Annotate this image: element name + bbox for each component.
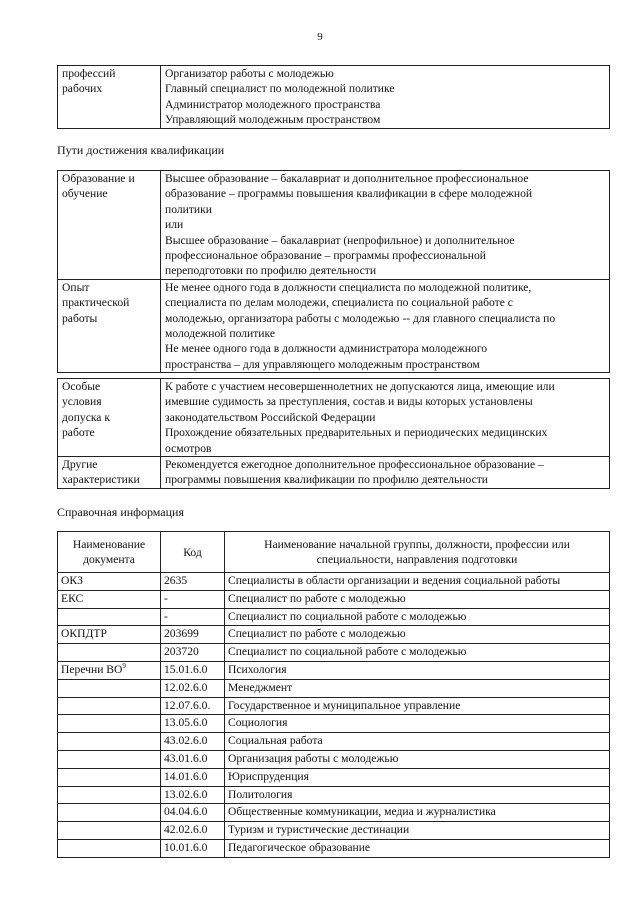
code-cell: 43.02.6.0 [161,733,225,751]
professions-label [58,66,161,129]
education-text [161,171,610,280]
text-line: образование – программы повышения квалификации в сфере молодежной [165,187,533,201]
doc-cell [58,644,161,662]
doc-cell [58,768,161,786]
label-line: Другие [62,458,98,472]
code-cell: 12.02.6.0 [161,679,225,697]
text-line: политики [165,202,212,216]
conditions-table [57,378,610,489]
doc-cell [58,822,161,840]
name-cell: Организация работы с молодежью [225,750,610,768]
table-row [58,839,610,857]
doc-cell [58,608,161,626]
code-cell: - [161,590,225,608]
education-row [58,171,610,280]
code-cell: 2635 [161,573,225,591]
text-line: или [165,218,184,232]
doc-cell [58,750,161,768]
name-cell: Специалист по работе с молодежью [225,626,610,644]
label-line: работе [62,426,95,440]
page-number: 9 [317,31,323,43]
code-cell: 203720 [161,644,225,662]
header-line: Наименование начальной группы, должности, профессии или [264,538,570,551]
table-row [58,768,610,786]
doc-cell [58,804,161,822]
special-conditions-row [58,379,610,457]
table-row [58,804,610,822]
other-characteristics-text [161,457,610,489]
name-cell: Психология [225,661,610,679]
label-line: практической [62,296,130,310]
experience-text [161,279,610,372]
label-line: характеристики [62,473,140,487]
code-cell: 13.05.6.0 [161,715,225,733]
doc-cell: ЕКС [58,590,161,608]
table-row [58,822,610,840]
code-cell: 203699 [161,626,225,644]
code-cell: 13.02.6.0 [161,786,225,804]
table-row [58,590,610,608]
label-line: допуска к [62,410,110,424]
code-cell: 14.01.6.0 [161,768,225,786]
table-row [58,750,610,768]
label-line: рабочих [62,82,103,96]
professions-list [161,66,610,129]
text-line: законодательством Российской Федерации [165,410,376,424]
text-line: К работе с участием несовершеннолетних не допускаются лица, имеющие или [165,380,555,393]
name-cell: Менеджмент [225,679,610,697]
table-row [58,626,610,644]
footnote-mark: 9 [122,662,126,671]
code-cell: 15.01.6.0 [161,661,225,679]
label-line: работы [62,311,98,325]
doc-text: Перечни ВО [61,662,123,676]
reference-heading: Справочная информация [57,505,184,519]
text-line: Прохождение обязательных предварительных и периодических медицинских [165,426,548,440]
name-cell: Социальная работа [225,733,610,751]
text-line: профессиональное образование – программы профессиональной [165,249,486,263]
header-line: документа [83,553,135,566]
text-line: осмотров [165,441,212,455]
header-line: специальности, направления подготовки [316,553,518,566]
text-line: переподготовки по профилю деятельности [165,264,377,278]
other-characteristics-label [58,457,161,489]
doc-cell [58,733,161,751]
table-row [58,786,610,804]
text-line: пространства – для управляющего молодежным пространством [165,357,480,371]
special-conditions-label [58,379,161,457]
text-line: Высшее образование – бакалавриат (непрофильное) и дополнительное [165,233,515,247]
doc-cell [58,697,161,715]
label-line: обучение [62,187,108,201]
name-cell: Общественные коммуникации, медиа и журналистика [225,804,610,822]
name-cell: Специалист по работе с молодежью [225,590,610,608]
code-cell: 12.07.6.0. [161,697,225,715]
special-conditions-text [161,379,610,457]
code-cell: 10.01.6.0 [161,839,225,857]
code-cell: - [161,608,225,626]
name-column-header [225,532,610,573]
text-line: Не менее одного года в должности специалиста по молодежной политике, [165,280,532,294]
professions-row [58,66,610,129]
label-line: профессий [62,67,116,80]
doc-column-header [58,532,161,573]
label-line: условия [62,395,102,409]
experience-label [58,279,161,372]
doc-cell: ОКПДТР [58,626,161,644]
code-cell: 42.02.6.0 [161,822,225,840]
code-cell: 43.01.6.0 [161,750,225,768]
name-cell: Специалист по социальной работе с молодежью [225,644,610,662]
table-row [58,573,610,591]
text-line: молодежной политике [165,327,275,341]
reference-header-row [58,532,610,573]
name-cell: Педагогическое образование [225,839,610,857]
label-line: Образование и [62,172,135,185]
table-row [58,661,610,679]
table-row [58,697,610,715]
text-line: имевшие судимость за преступления, состав и виды которых установлены [165,395,533,409]
doc-cell [58,715,161,733]
header-line: Наименование [72,538,146,551]
name-cell: Юриспруденция [225,768,610,786]
name-cell: Специалист по социальной работе с молодежью [225,608,610,626]
other-characteristics-row [58,457,610,489]
profession-item: Организатор работы с молодежью [165,67,334,80]
text-line: Рекомендуется ежегодное дополнительное профессиональное образование – [165,458,544,472]
text-line: Не менее одного года в должности администратора молодежного [165,342,488,356]
code-cell: 04.04.6.0 [161,804,225,822]
doc-cell: ОКЗ [58,573,161,591]
label-line: Опыт [62,280,90,294]
name-cell: Политология [225,786,610,804]
text-line: программы повышения квалификации по профилю деятельности [165,473,488,487]
doc-cell [58,839,161,857]
name-cell: Туризм и туристические дестинации [225,822,610,840]
doc-cell [58,786,161,804]
name-cell: Государственное и муниципальное управление [225,697,610,715]
table-row [58,644,610,662]
doc-cell [58,679,161,697]
profession-item: Администратор молодежного пространства [165,97,381,111]
profession-item: Управляющий молодежным пространством [165,113,381,127]
doc-cell [58,661,161,679]
name-cell: Специалисты в области организации и ведения социальной работы [225,573,610,591]
qualification-heading: Пути достижения квалификации [57,143,225,157]
table-row [58,679,610,697]
label-line: Особые [62,380,101,393]
experience-row [58,279,610,372]
qualification-table [57,170,610,373]
text-line: Высшее образование – бакалавриат и дополнительное профессиональное [165,172,529,185]
text-line: молодежью, организатора работы с молодежью -- для главного специалиста по [165,311,556,325]
table-row [58,715,610,733]
table-row [58,733,610,751]
reference-table [57,531,610,858]
code-column-header: Код [161,532,225,573]
name-cell: Социология [225,715,610,733]
text-line: специалиста по делам молодежи, специалиста по социальной работе с [165,296,513,310]
profession-item: Главный специалист по молодежной политике [165,82,395,96]
table-row [58,608,610,626]
professions-table [57,65,610,129]
education-label [58,171,161,280]
